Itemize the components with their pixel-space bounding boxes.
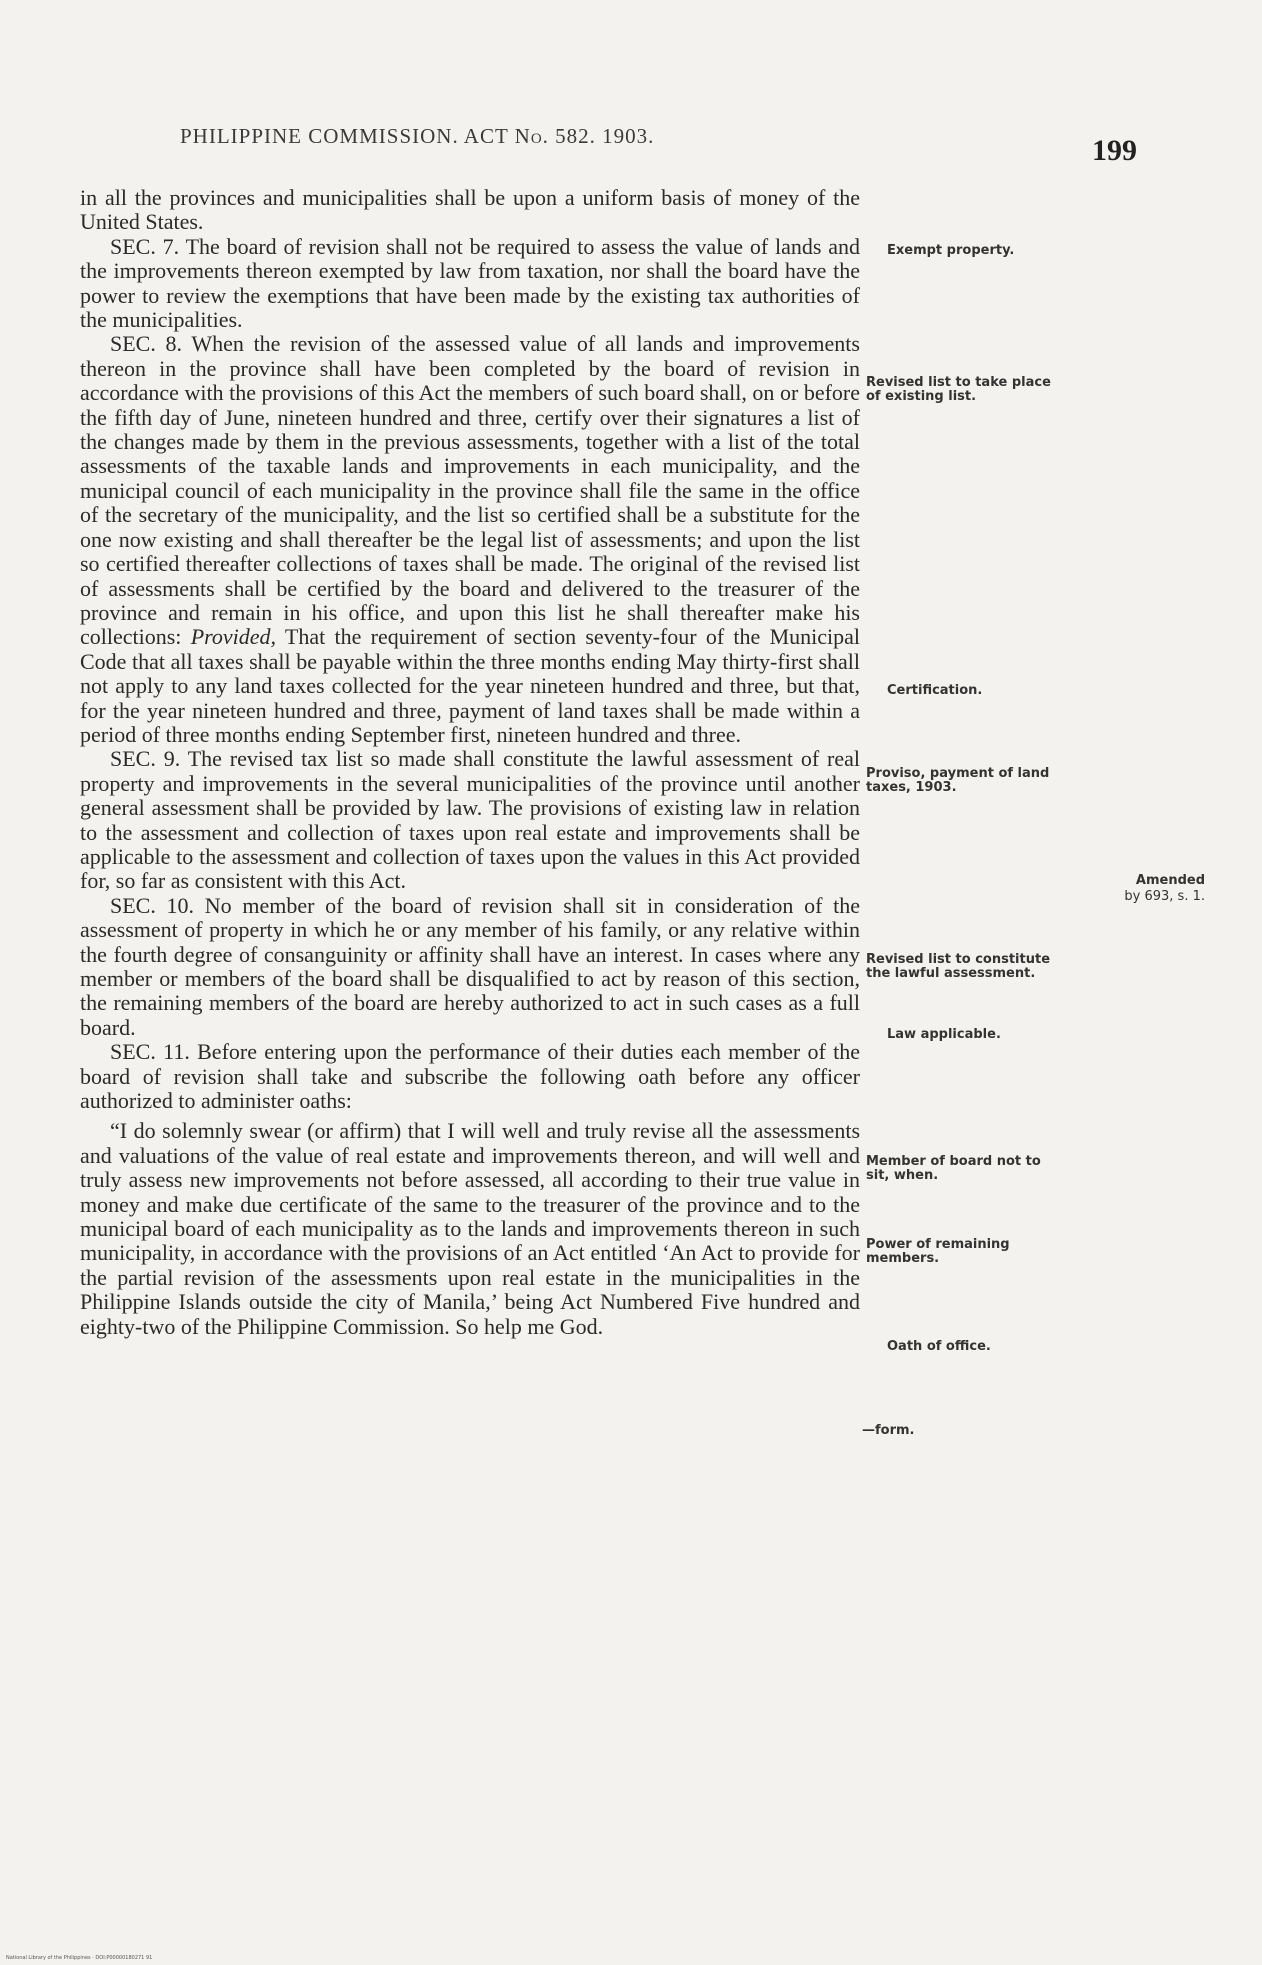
section-label: SEC. 11. xyxy=(110,1039,190,1065)
paragraph-continuation: in all the provinces and municipalities shall be upon a uniform basis of money of the United States. xyxy=(80,185,860,235)
paragraph-oath: “I do solemnly swear (or affirm) that I will well and truly revise all the assessments and valuations of the value of real estate and improvements thereon, and will well and truly assess new improvements not before assessed, all according to their true value in money and make due certificate of the same to the treasurer of the province and to the municipal board of each municipality as to the lands and improvements thereon in such municipality, in accordance with the provisions of an Act entitled ‘An Act to provide for the partial revision of the assessments upon real estate in the municipalities in the Philippine Islands outside the city of Manila,’ being Act Numbered Five hundred and eighty-two of the Philippine Commission. So help me God. xyxy=(80,1118,860,1339)
section-label: SEC. 7. xyxy=(110,233,180,259)
section-label: SEC. 9. xyxy=(110,746,181,772)
margin-note-amended-ref: by 693, s. 1. xyxy=(1124,889,1205,904)
paragraph-text: The board of revision shall not be required to assess the value of lands and the improvements thereon exempted by law from taxation, nor shall the board have the power to review the exemptions that have been made by the existing tax authorities of the municipalities. xyxy=(80,233,860,333)
paragraph-text: The revised tax list so made shall constitute the lawful assessment of real property and improvements in the several municipalities of the province until another general assessment shall be provided by law. The provisions of existing law in relation to the assessment and collection of taxes upon real estate and improvements shall be applicable to the assessment and collection of taxes upon the values in this Act provided for, so far as consistent with this Act. xyxy=(80,746,860,894)
margin-note-revised-list: Revised list to take place of existing list. xyxy=(866,375,1051,404)
margin-note-power-remaining: Power of remaining members. xyxy=(866,1237,1010,1266)
running-header: PHILIPPINE COMMISSION. ACT No. 582. 1903. xyxy=(180,124,655,148)
margin-note-exempt: Exempt property. xyxy=(887,243,1015,258)
paragraph-section-9 xyxy=(80,747,860,893)
margin-note-amended: Amended xyxy=(1135,873,1205,888)
margin-note-proviso: Proviso, payment of land taxes, 1903. xyxy=(866,766,1050,795)
section-label: SEC. 8. xyxy=(110,331,183,357)
margin-note-law-applicable: Law applicable. xyxy=(887,1027,1001,1042)
proviso-text: That the requirement of section seventy-four of the Municipal Code that all taxes shall be payable within the three months ending May thirty-first shall not apply to any land taxes collected for the year nineteen hundred and three, but that, for the year nineteen hundred and three, payment of land taxes shall be made within a period of three months ending September first, nineteen hundred and three. xyxy=(80,624,860,747)
paragraph-text: Before entering upon the performance of their duties each member of the board of revision shall take and subscribe the following oath before any officer authorized to administer oaths: xyxy=(80,1039,861,1114)
paragraph-section-7 xyxy=(80,235,860,333)
paragraph-section-11 xyxy=(80,1040,860,1113)
section-label: SEC. 10. xyxy=(110,892,195,918)
margin-note-form: —form. xyxy=(862,1423,915,1438)
page-number: 199 xyxy=(1092,134,1137,167)
paragraph-text: No member of the board of revision shall sit in consideration of the assessment of property in which he or any member of his family, or any relative within the fourth degree of consanguinity or affinity shall have an interest. In cases where any member or members of the board shall be disqualified to act by reason of this section, the remaining members of the board are hereby authorized to act in such cases as a full board. xyxy=(80,892,860,1040)
body-text xyxy=(80,186,860,1339)
scan-footer: National Library of the Philippines · DOI:P00000180271 91 xyxy=(6,1955,153,1961)
margin-note-certification: Certification. xyxy=(887,683,983,698)
margin-note-oath: Oath of office. xyxy=(887,1339,991,1354)
provided-word: Provided, xyxy=(190,624,277,650)
margin-note-member-not-sit: Member of board not to sit, when. xyxy=(866,1154,1041,1183)
paragraph-text: When the revision of the assessed value of all lands and improvements thereon in the province shall have been completed by the board of revision in accordance with the provisions of this Act the members of such board shall, on or before the fifth day of June, nineteen hundred and three, certify over their signatures a list of the changes made by them in the previous assessments, together with a list of the total assessments of the taxable lands and improvements in each municipality, and the municipal council of each municipality in the province shall file the same in the office of the secretary of the municipality, and the list so certified shall be a substitute for the one now existing and shall thereafter be the legal list of assessments; and upon the list so certified thereafter collections of taxes shall be made. The original of the revised list of assessments shall be certified by the board and delivered to the treasurer of the province and remain in his office, and upon this list he shall thereafter make his collections: xyxy=(80,331,860,650)
margin-note-lawful: Revised list to constitute the lawful assessment. xyxy=(866,952,1051,981)
paragraph-section-10 xyxy=(80,894,860,1040)
paragraph-section-8 xyxy=(80,332,860,747)
